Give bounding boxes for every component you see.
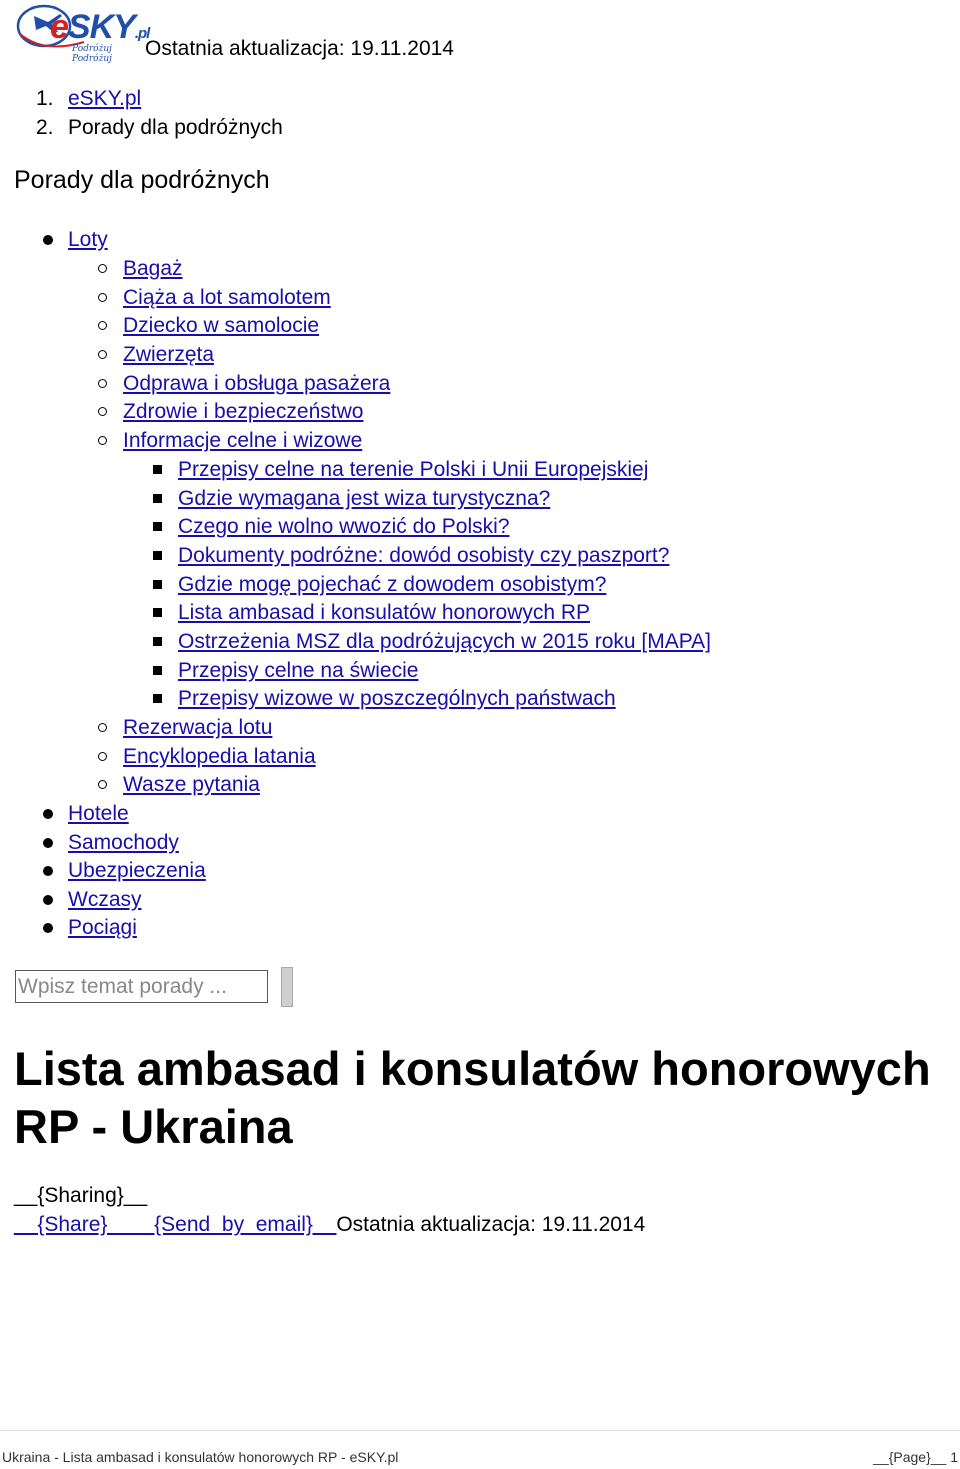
- nav-item-samochody[interactable]: Samochody: [68, 831, 179, 854]
- nav-item-ubezpieczenia[interactable]: Ubezpieczenia: [68, 859, 206, 882]
- share-link[interactable]: __{Share}__: [14, 1213, 131, 1236]
- nav-item-informacje-celne[interactable]: Informacje celne i wizowe: [123, 429, 363, 452]
- nav-item-dowod-osobisty[interactable]: Gdzie mogę pojechać z dowodem osobistym?: [178, 573, 607, 596]
- bullet-circle-icon: [98, 379, 107, 388]
- nav-item-hotele[interactable]: Hotele: [68, 802, 129, 825]
- last-update-bottom: Ostatnia aktualizacja: 19.11.2014: [336, 1213, 646, 1236]
- bullet-disc-icon: [43, 923, 53, 933]
- breadcrumb-item: [36, 84, 283, 113]
- nav-item-lista-ambasad[interactable]: Lista ambasad i konsulatów honorowych RP: [178, 601, 591, 624]
- nav-item-odprawa[interactable]: Odprawa i obsługa pasażera: [123, 372, 391, 395]
- nav-item-rezerwacja[interactable]: Rezerwacja lotu: [123, 716, 273, 739]
- page-title: Lista ambasad i konsulatów honorowych RP - Ukraina: [14, 1042, 931, 1153]
- footer-page-number: __{Page}__ 1: [873, 1449, 958, 1465]
- bullet-square-icon: [153, 522, 162, 531]
- bullet-disc-icon: [43, 866, 53, 876]
- nav-item-ciaza[interactable]: Ciąża a lot samolotem: [123, 286, 331, 309]
- nav-item-encyklopedia[interactable]: Encyklopedia latania: [123, 745, 316, 768]
- bullet-circle-icon: [98, 436, 107, 445]
- footer-divider: [0, 1430, 960, 1431]
- breadcrumb-link-esky[interactable]: eSKY.pl: [68, 87, 142, 110]
- nav-item-przepisy-celne-polski[interactable]: Przepisy celne na terenie Polski i Unii Europejskiej: [178, 458, 649, 481]
- bullet-circle-icon: [98, 321, 107, 330]
- bullet-disc-icon: [43, 235, 53, 245]
- nav-item-bagaz[interactable]: Bagaż: [123, 257, 183, 280]
- bullet-circle-icon: [98, 780, 107, 789]
- bullet-square-icon: [153, 608, 162, 617]
- nav-item-pociagi[interactable]: Pociągi: [68, 916, 137, 939]
- nav-item-ostrzezenia-msz[interactable]: Ostrzeżenia MSZ dla podróżujących w 2015 roku [MAPA]: [178, 630, 712, 653]
- nav-item-przepisy-celne-swiat[interactable]: Przepisy celne na świecie: [178, 659, 419, 682]
- sharing-label: __{Sharing}__: [14, 1184, 148, 1207]
- breadcrumb-number: 2.: [36, 116, 54, 139]
- bullet-square-icon: [153, 694, 162, 703]
- footer-page-title: Ukraina - Lista ambasad i konsulatów honorowych RP - eSKY.pl: [2, 1449, 399, 1465]
- logo-wordmark: eSKY.pl: [50, 8, 150, 46]
- nav-item-czego-nie-wwozic[interactable]: Czego nie wolno wwozić do Polski?: [178, 515, 510, 538]
- bullet-disc-icon: [43, 895, 53, 905]
- nav-item-loty[interactable]: Loty: [68, 228, 108, 251]
- nav-item-wasze-pytania[interactable]: Wasze pytania: [123, 773, 260, 796]
- send-by-email-link[interactable]: __{Send_by_email}__: [130, 1213, 337, 1236]
- last-update-top: Ostatnia aktualizacja: 19.11.2014: [145, 37, 454, 60]
- nav-item-dziecko[interactable]: Dziecko w samolocie: [123, 314, 320, 337]
- logo-tagline: Podróżuj Podróżuj: [72, 44, 112, 64]
- share-row: [14, 1213, 645, 1237]
- section-title: Porady dla podróżnych: [14, 166, 270, 194]
- page-header: [14, 2, 614, 62]
- search-button[interactable]: [281, 967, 293, 1007]
- bullet-circle-icon: [98, 752, 107, 761]
- bullet-disc-icon: [43, 838, 53, 848]
- bullet-square-icon: [153, 666, 162, 675]
- breadcrumb-number: 1.: [36, 87, 54, 110]
- bullet-square-icon: [153, 580, 162, 589]
- breadcrumb-current: Porady dla podróżnych: [68, 116, 283, 139]
- bullet-circle-icon: [98, 293, 107, 302]
- esky-logo[interactable]: [14, 2, 150, 64]
- bullet-square-icon: [153, 494, 162, 503]
- bullet-square-icon: [153, 637, 162, 646]
- breadcrumb: [36, 84, 283, 142]
- bullet-square-icon: [153, 465, 162, 474]
- nav-item-dokumenty-podrozne[interactable]: Dokumenty podróżne: dowód osobisty czy paszport?: [178, 544, 670, 567]
- bullet-circle-icon: [98, 407, 107, 416]
- nav-item-wiza-turystyczna[interactable]: Gdzie wymagana jest wiza turystyczna?: [178, 487, 551, 510]
- nav-item-wczasy[interactable]: Wczasy: [68, 888, 142, 911]
- search-input[interactable]: [15, 970, 268, 1003]
- breadcrumb-item: [36, 113, 283, 142]
- nav-item-zdrowie[interactable]: Zdrowie i bezpieczeństwo: [123, 400, 364, 423]
- bullet-disc-icon: [43, 809, 53, 819]
- nav-item-zwierzeta[interactable]: Zwierzęta: [123, 343, 215, 366]
- nav-item-przepisy-wizowe[interactable]: Przepisy wizowe w poszczególnych państwach: [178, 687, 616, 710]
- bullet-square-icon: [153, 551, 162, 560]
- bullet-circle-icon: [98, 723, 107, 732]
- bullet-circle-icon: [98, 264, 107, 273]
- bullet-circle-icon: [98, 350, 107, 359]
